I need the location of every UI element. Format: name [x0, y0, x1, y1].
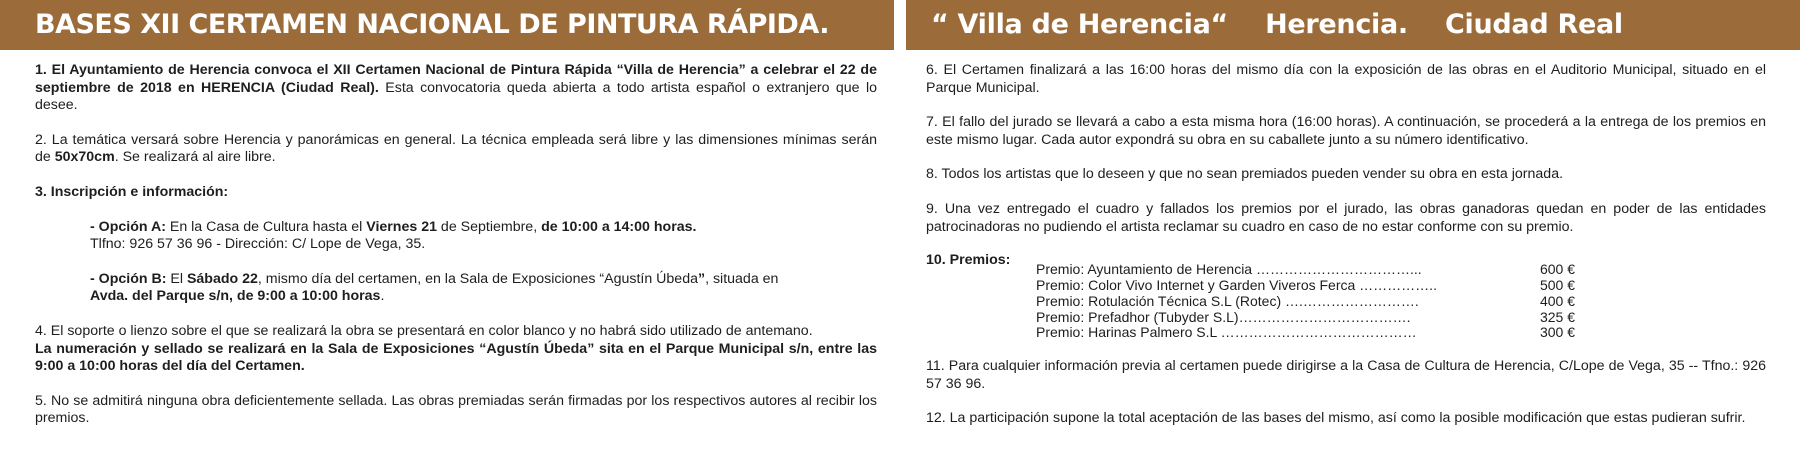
- rule-2: 2. La temática versará sobre Herencia y panorámicas en general. La técnica empleada será libre y las dimensiones mínimas serán de 50x70cm. Se realizará al aire libre.: [35, 131, 877, 166]
- option-a-contact: Tlfno: 926 57 36 96 - Dirección: C/ Lope de Vega, 35.: [90, 236, 426, 253]
- prize-row: Premio: Prefadhor (Tubyder S.L)………………………………. 325 €: [1036, 308, 1575, 325]
- left-column: [35, 62, 877, 445]
- option-b: - Opción B: El Sábado 22, mismo día del certamen, en la Sala de Exposiciones “Agustín Úbeda”, situada en Avda. del Parque s/n, de 9:00 a 10:00 horas.: [90, 270, 779, 305]
- prizes-title: 10. Premios:: [926, 252, 1011, 269]
- prizes-section: [926, 252, 1766, 341]
- prize-row: Premio: Color Vivo Internet y Garden Viveros Ferca …………….. 500 €: [1036, 276, 1575, 293]
- prize-list: [1036, 262, 1575, 341]
- page-title: BASES XII CERTAMEN NACIONAL DE PINTURA RÁPIDA.: [35, 9, 829, 40]
- option-a: - Opción A: En la Casa de Cultura hasta el Viernes 21 de Septiembre, de 10:00 a 14:00 horas. Tlfno: 926 57 36 96 - Dirección: C/ Lope de Vega, 35.: [90, 218, 697, 253]
- province-name: Ciudad Real: [1445, 9, 1623, 40]
- villa-title: “ Villa de Herencia“: [931, 9, 1228, 40]
- rule-3-title: 3. Inscripción e información:: [35, 183, 229, 200]
- rule-12: 12. La participación supone la total aceptación de las bases del mismo, así como la posible modificación que estas pudieran sufrir.: [926, 410, 1746, 427]
- right-column: [926, 62, 1766, 445]
- rule-7: 7. El fallo del jurado se llevará a cabo a esta misma hora (16:00 horas). A continuación, se procederá a la entrega de los premios en este mismo lugar. Cada autor expondrá su obra en su caballete junto a su número identificativo.: [926, 114, 1766, 148]
- prize-row: Premio: Ayuntamiento de Herencia ……………………………... 600 €: [1036, 261, 1575, 278]
- rule-8: 8. Todos los artistas que lo deseen y que no sean premiados pueden vender su obra en esta jornada.: [926, 166, 1564, 183]
- rule-9: 9. Una vez entregado el cuadro y fallados los premios por el jurado, las obras ganadoras quedan en poder de las entidades patrocinadoras no pudiendo el artista reclamar su cuadro en caso de no estar conforme con su premio.: [926, 200, 1766, 235]
- header-left: [0, 0, 894, 50]
- header-right: [906, 0, 1800, 50]
- rule-11: 11. Para cualquier información previa al certamen puede dirigirse a la Casa de Cultura de Herencia, C/Lope de Vega, 35 -- Tfno.: 926 57 36 96.: [926, 358, 1766, 392]
- town-name: Herencia.: [1265, 9, 1408, 40]
- rule-4: 4. El soporte o lienzo sobre el que se realizará la obra se presentará en color blanco y no habrá sido utilizado de antemano. La numeración y sellado se realizará en la Sala de Exposiciones “Agustín Úbeda” sita en el Parque Municipal s/n, entre las 9:00 a 10:00 horas del día del Certamen.: [35, 322, 877, 375]
- rule-6: 6. El Certamen finalizará a las 16:00 horas del mismo día con la exposición de las obras en el Auditorio Municipal, situado en el Parque Municipal.: [926, 62, 1766, 96]
- rule-5: 5. No se admitirá ninguna obra deficientemente sellada. Las obras premiadas serán firmadas por los respectivos autores al recibir los premios.: [35, 392, 877, 427]
- prize-row: Premio: Harinas Palmero S.L …………………………………… 300 €: [1036, 324, 1575, 341]
- prize-row: Premio: Rotulación Técnica S.L (Rotec) ….……………………. 400 €: [1036, 292, 1575, 309]
- rule-1: 1. El Ayuntamiento de Herencia convoca el XII Certamen Nacional de Pintura Rápida “Villa de Herencia” a celebrar el 22 de septiembre de 2018 en HERENCIA (Ciudad Real). Esta convocatoria queda abierta a todo artista español o extranjero que lo desee.: [35, 62, 877, 114]
